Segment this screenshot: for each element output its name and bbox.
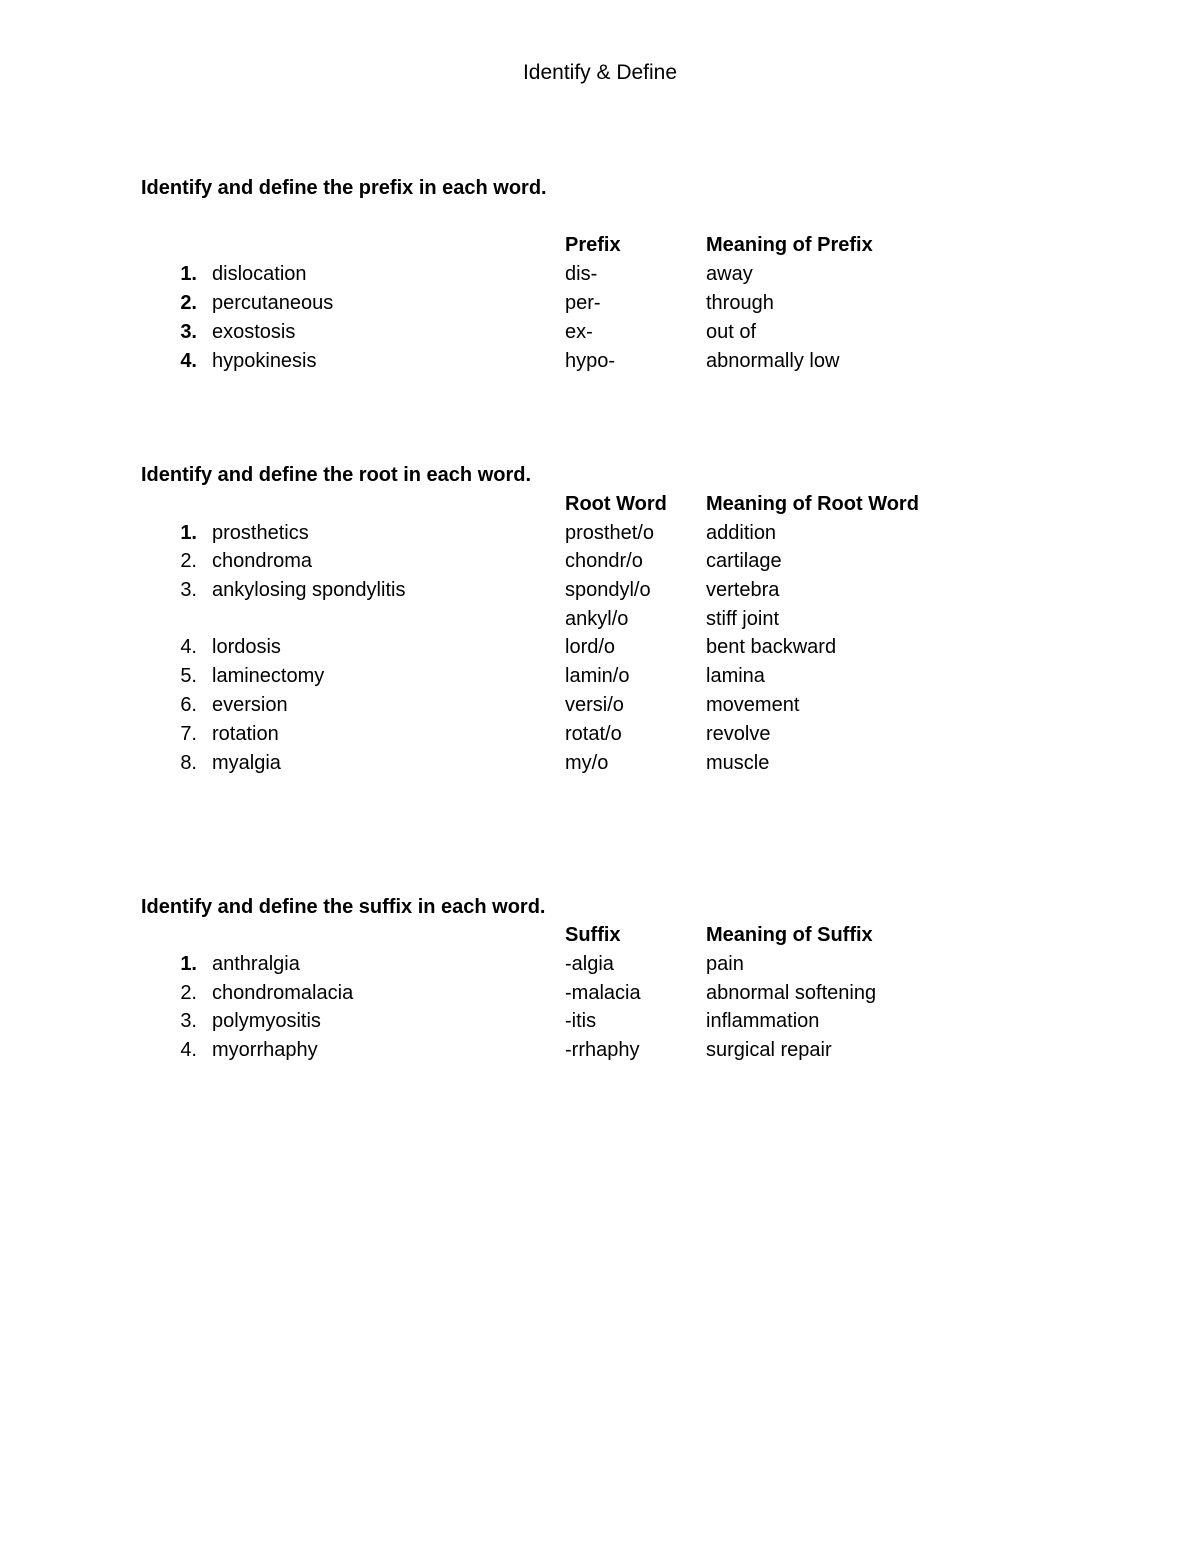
row-meaning: surgical repair bbox=[706, 1039, 832, 1061]
table-row bbox=[0, 691, 1200, 720]
column-header-part: Suffix bbox=[565, 924, 621, 946]
row-number: 2. bbox=[180, 982, 197, 1004]
table-row bbox=[0, 605, 1200, 634]
row-word: chondroma bbox=[212, 550, 313, 572]
row-word: ankylosing spondylitis bbox=[212, 579, 406, 601]
row-meaning: abnormally low bbox=[706, 350, 840, 372]
row-part: lamin/o bbox=[565, 665, 630, 687]
row-number: 4. bbox=[180, 1039, 197, 1061]
section-instruction: Identify and define the root in each word. bbox=[141, 464, 532, 486]
table-header bbox=[0, 231, 1200, 260]
column-header-part: Prefix bbox=[565, 234, 621, 256]
row-meaning: muscle bbox=[706, 752, 770, 774]
row-number: 4. bbox=[180, 350, 197, 372]
row-word: exostosis bbox=[212, 321, 296, 343]
row-part: rotat/o bbox=[565, 723, 622, 745]
table-row bbox=[0, 720, 1200, 749]
row-part: my/o bbox=[565, 752, 609, 774]
row-number: 5. bbox=[180, 665, 197, 687]
table-row bbox=[0, 633, 1200, 662]
row-part: ex- bbox=[565, 321, 593, 343]
row-word: dislocation bbox=[212, 263, 307, 285]
row-word: anthralgia bbox=[212, 953, 300, 975]
row-number: 1. bbox=[180, 263, 197, 285]
row-meaning: pain bbox=[706, 953, 744, 975]
row-part: spondyl/o bbox=[565, 579, 651, 601]
row-number: 7. bbox=[180, 723, 197, 745]
row-word: prosthetics bbox=[212, 522, 309, 544]
row-word: rotation bbox=[212, 723, 279, 745]
row-part: per- bbox=[565, 292, 601, 314]
table-row bbox=[0, 749, 1200, 778]
table-header bbox=[0, 490, 1200, 519]
row-number: 1. bbox=[180, 953, 197, 975]
row-word: eversion bbox=[212, 694, 288, 716]
row-meaning: inflammation bbox=[706, 1010, 820, 1032]
row-part: -malacia bbox=[565, 982, 641, 1004]
row-number: 1. bbox=[180, 522, 197, 544]
table-row bbox=[0, 289, 1200, 318]
table-row bbox=[0, 318, 1200, 347]
row-part: ankyl/o bbox=[565, 608, 629, 630]
row-part: prosthet/o bbox=[565, 522, 654, 544]
table-row bbox=[0, 347, 1200, 376]
row-word: myalgia bbox=[212, 752, 281, 774]
row-number: 3. bbox=[180, 579, 197, 601]
row-meaning: cartilage bbox=[706, 550, 782, 572]
row-part: versi/o bbox=[565, 694, 624, 716]
row-part: -itis bbox=[565, 1010, 597, 1032]
row-meaning: lamina bbox=[706, 665, 765, 687]
table-row bbox=[0, 979, 1200, 1008]
section-instruction: Identify and define the suffix in each word. bbox=[141, 896, 546, 918]
table-row bbox=[0, 662, 1200, 691]
row-number: 4. bbox=[180, 636, 197, 658]
row-word: lordosis bbox=[212, 636, 281, 658]
table-row bbox=[0, 576, 1200, 605]
row-meaning: revolve bbox=[706, 723, 771, 745]
row-part: -algia bbox=[565, 953, 614, 975]
row-part: lord/o bbox=[565, 636, 616, 658]
row-word: myorrhaphy bbox=[212, 1039, 318, 1061]
section-instruction: Identify and define the prefix in each word. bbox=[141, 177, 547, 199]
row-word: chondromalacia bbox=[212, 982, 354, 1004]
column-header-part: Root Word bbox=[565, 493, 667, 515]
row-meaning: out of bbox=[706, 321, 757, 343]
row-meaning: stiff joint bbox=[706, 608, 779, 630]
table-header bbox=[0, 921, 1200, 950]
table-row bbox=[0, 1036, 1200, 1065]
row-meaning: movement bbox=[706, 694, 800, 716]
row-number: 2. bbox=[180, 550, 197, 572]
row-part: -rrhaphy bbox=[565, 1039, 640, 1061]
row-meaning: vertebra bbox=[706, 579, 780, 601]
row-number: 3. bbox=[180, 321, 197, 343]
row-meaning: abnormal softening bbox=[706, 982, 877, 1004]
column-header-meaning: Meaning of Prefix bbox=[706, 234, 873, 256]
page-title: Identify & Define bbox=[522, 61, 678, 84]
row-number: 3. bbox=[180, 1010, 197, 1032]
row-word: hypokinesis bbox=[212, 350, 317, 372]
table-row bbox=[0, 950, 1200, 979]
row-number: 8. bbox=[180, 752, 197, 774]
table-row bbox=[0, 547, 1200, 576]
row-word: percutaneous bbox=[212, 292, 334, 314]
row-part: hypo- bbox=[565, 350, 616, 372]
row-meaning: away bbox=[706, 263, 753, 285]
row-word: polymyositis bbox=[212, 1010, 321, 1032]
row-meaning: addition bbox=[706, 522, 777, 544]
row-part: chondr/o bbox=[565, 550, 643, 572]
column-header-meaning: Meaning of Root Word bbox=[706, 493, 919, 515]
row-part: dis- bbox=[565, 263, 598, 285]
column-header-meaning: Meaning of Suffix bbox=[706, 924, 873, 946]
table-row bbox=[0, 519, 1200, 548]
row-number: 6. bbox=[180, 694, 197, 716]
row-number: 2. bbox=[180, 292, 197, 314]
row-meaning: through bbox=[706, 292, 774, 314]
row-meaning: bent backward bbox=[706, 636, 837, 658]
table-row bbox=[0, 260, 1200, 289]
row-word: laminectomy bbox=[212, 665, 325, 687]
table-row bbox=[0, 1007, 1200, 1036]
